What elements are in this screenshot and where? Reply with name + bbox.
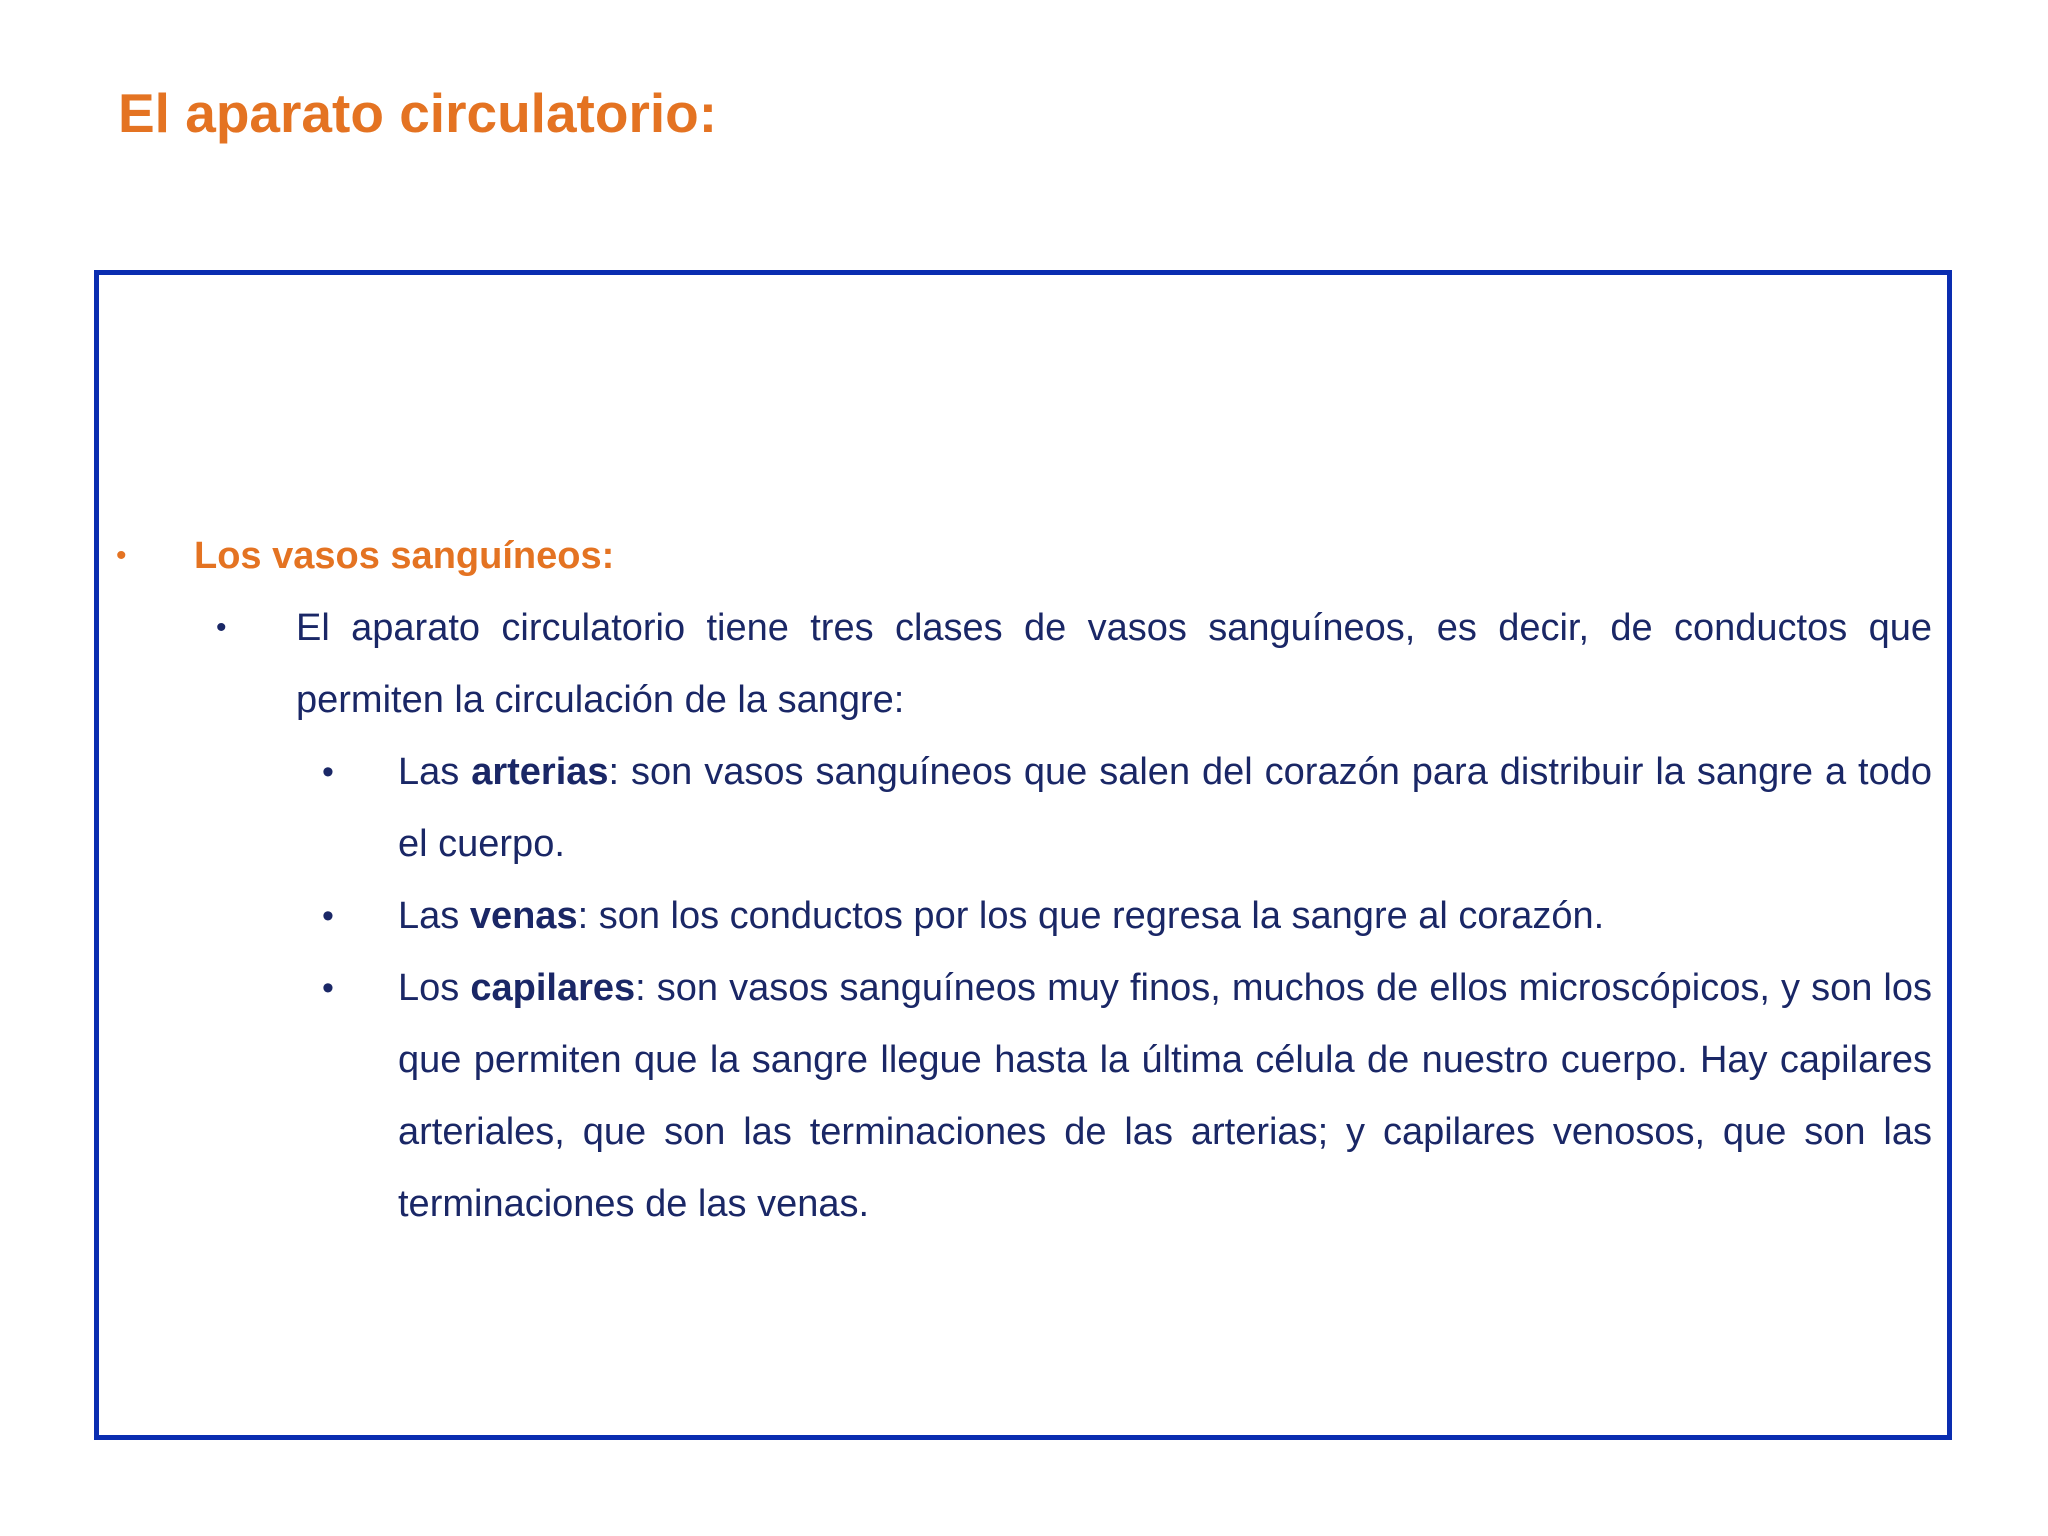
item-term: venas	[469, 895, 578, 937]
slide-title: El aparato circulatorio:	[118, 82, 718, 144]
bullet-icon: •	[322, 897, 334, 935]
bullet-icon: •	[216, 611, 227, 644]
item-prefix: Los	[398, 967, 471, 1009]
item-prefix: Las	[398, 895, 470, 937]
list-item-arterias	[322, 736, 1932, 880]
section-heading: Los vasos sanguíneos:	[194, 535, 615, 577]
list-item-venas	[322, 880, 1932, 952]
bullet-icon: •	[322, 969, 334, 1007]
intro-text: El aparato circulatorio tiene tres clases de vasos sanguíneos, es decir, de conductos que permiten la circulación de la sangre:	[296, 607, 1932, 721]
item-term: capilares	[470, 967, 636, 1009]
intro-paragraph	[216, 592, 1932, 736]
section-heading-row	[112, 520, 1932, 592]
item-text: : son vasos sanguíneos muy finos, muchos de ellos microscópicos, y son los que permiten que la sangre llegue hasta la última célula de nuestro cuerpo. Hay capilares arteriales, que son las terminaciones de las arterias; y capilares venosos, que son las terminaciones de las venas.	[398, 967, 1932, 1225]
bullet-icon: •	[116, 539, 127, 572]
item-term: arterias	[471, 751, 609, 793]
item-prefix: Las	[398, 751, 472, 793]
list-item-capilares	[322, 952, 1932, 1240]
content-body	[112, 520, 1932, 1240]
bullet-icon: •	[322, 753, 334, 791]
item-text: : son vasos sanguíneos que salen del corazón para distribuir la sangre a todo el cuerpo.	[398, 751, 1932, 865]
item-text: : son los conductos por los que regresa la sangre al corazón.	[577, 895, 1605, 937]
